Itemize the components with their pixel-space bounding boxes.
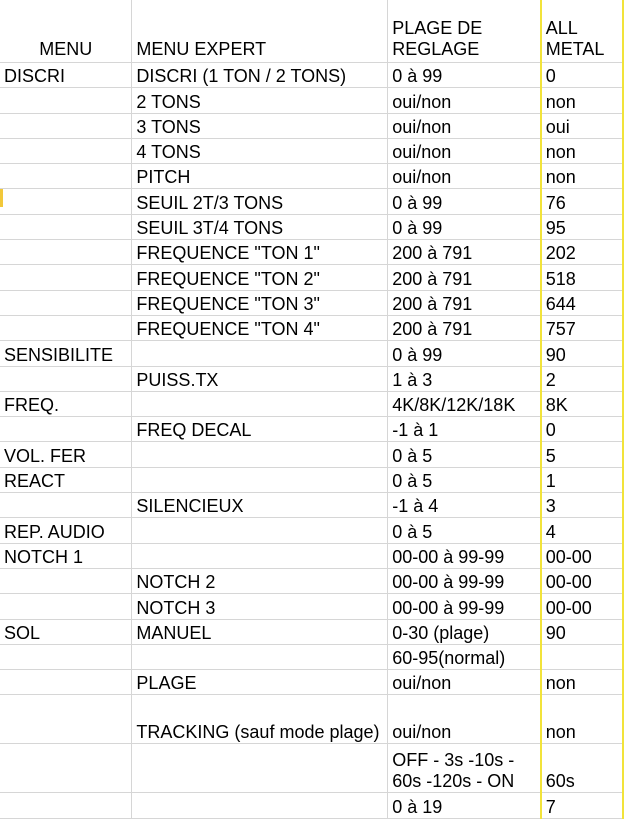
cell-menu-expert[interactable]: PITCH: [132, 164, 388, 189]
table-row: [0, 214, 623, 239]
cell-range[interactable]: oui/non: [388, 164, 541, 189]
cell-all-metal[interactable]: 60s: [541, 744, 623, 793]
cell-range[interactable]: 00-00 à 99-99: [388, 594, 541, 619]
cell-all-metal[interactable]: 757: [541, 315, 623, 340]
cell-range[interactable]: -1 à 4: [388, 493, 541, 518]
table-row: [0, 189, 623, 214]
table-row: [0, 619, 623, 644]
cell-menu[interactable]: [0, 240, 132, 265]
cell-menu[interactable]: [0, 594, 132, 619]
cell-menu[interactable]: [0, 493, 132, 518]
cell-menu-expert[interactable]: [132, 391, 388, 416]
cell-menu[interactable]: NOTCH 1: [0, 543, 132, 568]
cell-menu-expert[interactable]: 3 TONS: [132, 113, 388, 138]
cell-menu[interactable]: [0, 113, 132, 138]
cell-menu[interactable]: DISCRI: [0, 63, 132, 88]
cell-menu[interactable]: [0, 164, 132, 189]
header-menu[interactable]: MENU: [0, 0, 132, 63]
cell-all-metal[interactable]: 00-00: [541, 543, 623, 568]
cell-range[interactable]: 00-00 à 99-99: [388, 543, 541, 568]
cell-all-metal[interactable]: 00-00: [541, 594, 623, 619]
cell-menu[interactable]: [0, 568, 132, 593]
cell-menu-expert[interactable]: SEUIL 2T/3 TONS: [132, 189, 388, 214]
table-row: [0, 290, 623, 315]
table-row: [0, 594, 623, 619]
cell-range[interactable]: 0 à 99: [388, 189, 541, 214]
cell-menu-expert[interactable]: FREQUENCE "TON 2": [132, 265, 388, 290]
cell-menu-expert[interactable]: 2 TONS: [132, 88, 388, 113]
cell-all-metal[interactable]: 90: [541, 341, 623, 366]
cell-menu-expert[interactable]: [132, 442, 388, 467]
cell-menu-expert[interactable]: [132, 518, 388, 543]
cell-all-metal[interactable]: 76: [541, 189, 623, 214]
cell-range[interactable]: OFF - 3s -10s - 60s -120s - ON: [388, 744, 541, 793]
table-row: [0, 493, 623, 518]
cell-menu[interactable]: [0, 644, 132, 669]
cell-menu-expert[interactable]: [132, 644, 388, 669]
cell-menu[interactable]: REACT: [0, 467, 132, 492]
cell-all-metal[interactable]: non: [541, 164, 623, 189]
cell-menu-expert[interactable]: SILENCIEUX: [132, 493, 388, 518]
cell-range[interactable]: 0 à 5: [388, 467, 541, 492]
cell-menu[interactable]: [0, 214, 132, 239]
cell-range[interactable]: 200 à 791: [388, 240, 541, 265]
cell-all-metal[interactable]: non: [541, 88, 623, 113]
table-row: [0, 240, 623, 265]
cell-all-metal[interactable]: 3: [541, 493, 623, 518]
table-row: [0, 265, 623, 290]
table-row: [0, 63, 623, 88]
table-row: [0, 568, 623, 593]
cell-range[interactable]: 200 à 791: [388, 290, 541, 315]
cell-all-metal[interactable]: oui: [541, 113, 623, 138]
header-all-metal[interactable]: ALL METAL: [541, 0, 623, 63]
cell-range[interactable]: 1 à 3: [388, 366, 541, 391]
cell-all-metal[interactable]: 00-00: [541, 568, 623, 593]
cell-all-metal[interactable]: 8K: [541, 391, 623, 416]
cell-range[interactable]: oui/non: [388, 138, 541, 163]
cell-range[interactable]: oui/non: [388, 695, 541, 744]
cell-menu-expert[interactable]: PLAGE: [132, 670, 388, 695]
cell-menu[interactable]: [0, 695, 132, 744]
cell-all-metal[interactable]: 5: [541, 442, 623, 467]
cell-menu-expert[interactable]: SEUIL 3T/4 TONS: [132, 214, 388, 239]
cell-menu-expert[interactable]: NOTCH 2: [132, 568, 388, 593]
cell-menu[interactable]: [0, 417, 132, 442]
table-row: [0, 88, 623, 113]
cell-menu[interactable]: [0, 793, 132, 818]
cell-menu[interactable]: [0, 189, 132, 214]
table-row: [0, 366, 623, 391]
table-row: [0, 164, 623, 189]
table-row: [0, 543, 623, 568]
cell-menu-expert[interactable]: FREQUENCE "TON 3": [132, 290, 388, 315]
cell-all-metal[interactable]: non: [541, 670, 623, 695]
table-row: [0, 518, 623, 543]
cell-range[interactable]: oui/non: [388, 670, 541, 695]
table-row: [0, 644, 623, 669]
cell-range[interactable]: 4K/8K/12K/18K: [388, 391, 541, 416]
cell-menu[interactable]: [0, 290, 132, 315]
cell-all-metal[interactable]: 2: [541, 366, 623, 391]
cell-menu-expert[interactable]: FREQUENCE "TON 1": [132, 240, 388, 265]
header-menu-expert[interactable]: MENU EXPERT: [132, 0, 388, 63]
cell-all-metal[interactable]: non: [541, 138, 623, 163]
cell-range[interactable]: 60-95(normal): [388, 644, 541, 669]
table-row: [0, 341, 623, 366]
cell-range[interactable]: 00-00 à 99-99: [388, 568, 541, 593]
table-row: [0, 793, 623, 818]
cell-menu-expert[interactable]: [132, 467, 388, 492]
table-row: [0, 113, 623, 138]
cell-menu[interactable]: SENSIBILITE: [0, 341, 132, 366]
cell-menu-expert[interactable]: [132, 744, 388, 793]
table-row: [0, 744, 623, 793]
cell-menu-expert[interactable]: NOTCH 3: [132, 594, 388, 619]
table-row: [0, 391, 623, 416]
cell-range[interactable]: 200 à 791: [388, 315, 541, 340]
cell-range[interactable]: 0 à 5: [388, 518, 541, 543]
cell-menu[interactable]: [0, 670, 132, 695]
cell-all-metal[interactable]: 90: [541, 619, 623, 644]
cell-menu-expert[interactable]: TRACKING (sauf mode plage): [132, 695, 388, 744]
cell-menu-expert[interactable]: [132, 793, 388, 818]
cell-menu[interactable]: VOL. FER: [0, 442, 132, 467]
cell-range[interactable]: 0 à 19: [388, 793, 541, 818]
cell-menu[interactable]: [0, 138, 132, 163]
cell-range[interactable]: 0-30 (plage): [388, 619, 541, 644]
cell-all-metal[interactable]: 644: [541, 290, 623, 315]
cell-menu-expert[interactable]: PUISS.TX: [132, 366, 388, 391]
cell-all-metal[interactable]: 7: [541, 793, 623, 818]
cell-all-metal[interactable]: [541, 644, 623, 669]
cell-all-metal[interactable]: non: [541, 695, 623, 744]
cell-range[interactable]: 0 à 99: [388, 63, 541, 88]
cell-range[interactable]: 200 à 791: [388, 265, 541, 290]
cell-all-metal[interactable]: 202: [541, 240, 623, 265]
cell-range[interactable]: oui/non: [388, 113, 541, 138]
table-row: [0, 442, 623, 467]
cell-menu[interactable]: REP. AUDIO: [0, 518, 132, 543]
table-row: [0, 315, 623, 340]
table-row: [0, 417, 623, 442]
cell-menu-expert[interactable]: 4 TONS: [132, 138, 388, 163]
header-row: [0, 0, 623, 63]
table-row: [0, 467, 623, 492]
cell-menu-expert[interactable]: [132, 341, 388, 366]
cell-menu-expert[interactable]: FREQUENCE "TON 4": [132, 315, 388, 340]
cell-menu-expert[interactable]: DISCRI (1 TON / 2 TONS): [132, 63, 388, 88]
cell-menu[interactable]: [0, 88, 132, 113]
header-plage-de-reglage[interactable]: PLAGE DE REGLAGE: [388, 0, 541, 63]
cell-all-metal[interactable]: 95: [541, 214, 623, 239]
cell-menu[interactable]: [0, 265, 132, 290]
cell-all-metal[interactable]: 4: [541, 518, 623, 543]
cell-menu[interactable]: FREQ.: [0, 391, 132, 416]
cell-range[interactable]: oui/non: [388, 88, 541, 113]
table-row: [0, 138, 623, 163]
cell-all-metal[interactable]: 0: [541, 417, 623, 442]
cell-all-metal[interactable]: 0: [541, 63, 623, 88]
cell-menu[interactable]: SOL: [0, 619, 132, 644]
cell-all-metal[interactable]: 518: [541, 265, 623, 290]
cell-all-metal[interactable]: 1: [541, 467, 623, 492]
cell-menu[interactable]: [0, 366, 132, 391]
cell-range[interactable]: 0 à 5: [388, 442, 541, 467]
cell-range[interactable]: 0 à 99: [388, 214, 541, 239]
cell-menu[interactable]: [0, 744, 132, 793]
cell-range[interactable]: -1 à 1: [388, 417, 541, 442]
cell-menu-expert[interactable]: FREQ DECAL: [132, 417, 388, 442]
table-row: [0, 695, 623, 744]
cell-menu-expert[interactable]: MANUEL: [132, 619, 388, 644]
table-row: [0, 670, 623, 695]
cell-menu-expert[interactable]: [132, 543, 388, 568]
cell-range[interactable]: 0 à 99: [388, 341, 541, 366]
cell-menu[interactable]: [0, 315, 132, 340]
